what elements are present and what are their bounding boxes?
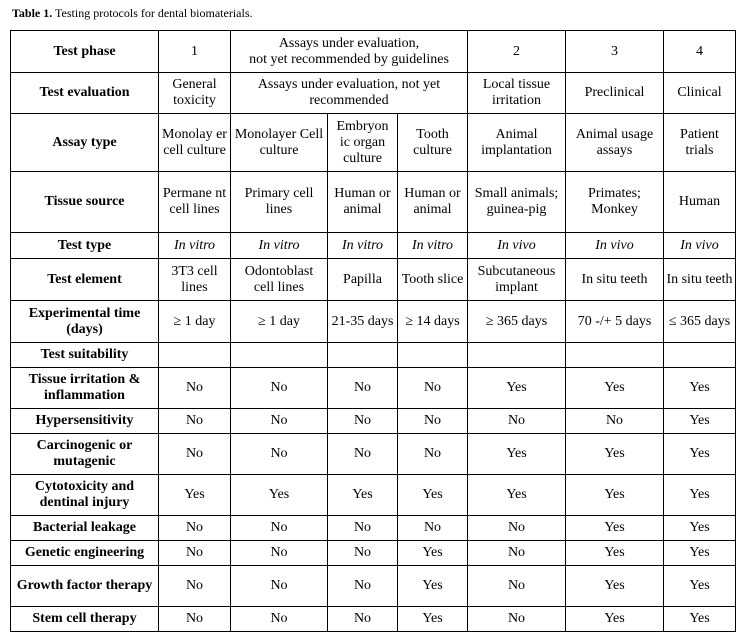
table-cell: 70 -/+ 5 days: [566, 301, 664, 343]
table-cell: Tooth culture: [398, 114, 468, 172]
table-cell: Yes: [566, 607, 664, 632]
table-cell: ≥ 14 days: [398, 301, 468, 343]
table-cell: Embryon ic organ culture: [328, 114, 398, 172]
table-cell: Yes: [664, 541, 736, 566]
table-cell: In vivo: [566, 233, 664, 259]
table-cell: Yes: [468, 475, 566, 516]
table-cell: Yes: [664, 607, 736, 632]
table-cell: No: [566, 409, 664, 434]
table-cell: Yes: [664, 516, 736, 541]
table-cell: No: [159, 541, 231, 566]
table-cell: Yes: [398, 566, 468, 607]
row-header: Growth factor therapy: [11, 566, 159, 607]
table-cell: Clinical: [664, 73, 736, 114]
table-cell: No: [231, 566, 328, 607]
row-header: Test type: [11, 233, 159, 259]
table-cell: No: [468, 541, 566, 566]
table-cell: No: [159, 516, 231, 541]
table-caption: [12, 6, 253, 21]
row-test-element: [11, 259, 736, 301]
table-cell: 4: [664, 31, 736, 73]
table-cell: Preclinical: [566, 73, 664, 114]
table-cell: Yes: [159, 475, 231, 516]
table-cell: No: [231, 368, 328, 409]
table-cell: 21-35 days: [328, 301, 398, 343]
table-cell: No: [231, 541, 328, 566]
row-cytotoxicity: [11, 475, 736, 516]
testing-protocols-table: [10, 30, 736, 632]
table-cell: No: [231, 434, 328, 475]
row-header: Assay type: [11, 114, 159, 172]
table-cell: Monolay er cell culture: [159, 114, 231, 172]
table-cell: 2: [468, 31, 566, 73]
table-cell: No: [398, 516, 468, 541]
table-cell: Patient trials: [664, 114, 736, 172]
table-cell: [328, 343, 398, 368]
table-cell: In vitro: [159, 233, 231, 259]
table-cell: Odontoblast cell lines: [231, 259, 328, 301]
table-cell: 3T3 cell lines: [159, 259, 231, 301]
row-tissue-source: [11, 172, 736, 233]
table-cell: No: [231, 409, 328, 434]
table-cell: In vitro: [328, 233, 398, 259]
table-cell: No: [468, 607, 566, 632]
table-cell: No: [468, 516, 566, 541]
table-cell: General toxicity: [159, 73, 231, 114]
table-cell: No: [398, 368, 468, 409]
table-cell: No: [328, 516, 398, 541]
table-cell: No: [468, 409, 566, 434]
row-header: Test evaluation: [11, 73, 159, 114]
row-header: Hypersensitivity: [11, 409, 159, 434]
table-cell: Yes: [566, 566, 664, 607]
row-bacterial: [11, 516, 736, 541]
table-cell: No: [231, 516, 328, 541]
table-cell: Yes: [664, 475, 736, 516]
row-assay-type: [11, 114, 736, 172]
table-cell: Yes: [566, 368, 664, 409]
table-cell: No: [328, 434, 398, 475]
table-cell: No: [328, 409, 398, 434]
row-header: Stem cell therapy: [11, 607, 159, 632]
table-cell: [231, 343, 328, 368]
table-cell: No: [159, 434, 231, 475]
table-cell: Animal usage assays: [566, 114, 664, 172]
table-cell: Yes: [664, 566, 736, 607]
table-cell: No: [328, 541, 398, 566]
table-cell: Yes: [328, 475, 398, 516]
table-cell: Human or animal: [328, 172, 398, 233]
table-cell: Human: [664, 172, 736, 233]
table-cell: Yes: [398, 607, 468, 632]
table-cell: 3: [566, 31, 664, 73]
table-cell: Assays under evaluation, not yet recommended: [231, 73, 468, 114]
table-cell: Monolayer Cell culture: [231, 114, 328, 172]
row-experimental-time: [11, 301, 736, 343]
table-cell: Yes: [231, 475, 328, 516]
row-test-evaluation: [11, 73, 736, 114]
table-cell: Primary cell lines: [231, 172, 328, 233]
table-cell: Yes: [566, 434, 664, 475]
table-cell: Small animals; guinea-pig: [468, 172, 566, 233]
row-header: Tissue source: [11, 172, 159, 233]
table-cell: Yes: [398, 475, 468, 516]
table-cell: No: [159, 607, 231, 632]
table-cell: [566, 343, 664, 368]
table-cell: Yes: [664, 368, 736, 409]
row-carcinogenic: [11, 434, 736, 475]
row-hypersensitivity: [11, 409, 736, 434]
table-cell: Yes: [664, 409, 736, 434]
row-suitability: [11, 343, 736, 368]
table-cell: Permane nt cell lines: [159, 172, 231, 233]
table-cell: No: [398, 409, 468, 434]
row-genetic: [11, 541, 736, 566]
table-cell: Local tissue irritation: [468, 73, 566, 114]
table-cell: In situ teeth: [664, 259, 736, 301]
table-cell: ≤ 365 days: [664, 301, 736, 343]
row-header: Test phase: [11, 31, 159, 73]
table-cell: [398, 343, 468, 368]
table-cell: No: [328, 368, 398, 409]
table-cell: [664, 343, 736, 368]
row-header: Cytotoxicity and dentinal injury: [11, 475, 159, 516]
table-cell: Tooth slice: [398, 259, 468, 301]
row-test-type: [11, 233, 736, 259]
table-cell: No: [328, 566, 398, 607]
table-cell: Subcutaneous implant: [468, 259, 566, 301]
table-cell: ≥ 1 day: [159, 301, 231, 343]
table-cell: ≥ 365 days: [468, 301, 566, 343]
row-growth-factor: [11, 566, 736, 607]
table-cell: No: [159, 409, 231, 434]
row-header: Tissue irritation & inflammation: [11, 368, 159, 409]
table-cell: 1: [159, 31, 231, 73]
row-header: Genetic engineering: [11, 541, 159, 566]
table-cell: In vitro: [231, 233, 328, 259]
table-caption-text: Testing protocols for dental biomaterials.: [55, 6, 253, 20]
table-cell: Yes: [468, 368, 566, 409]
table-cell: Animal implantation: [468, 114, 566, 172]
table-cell: ≥ 1 day: [231, 301, 328, 343]
table-cell: Yes: [566, 475, 664, 516]
table-cell: In situ teeth: [566, 259, 664, 301]
table-cell: In vitro: [398, 233, 468, 259]
table-cell: Yes: [664, 434, 736, 475]
table-cell: In vivo: [664, 233, 736, 259]
table-cell: No: [398, 434, 468, 475]
table-cell: Human or animal: [398, 172, 468, 233]
table-cell: Assays under evaluation, not yet recommended by guidelines: [231, 31, 468, 73]
table-cell: [159, 343, 231, 368]
row-test-phase: [11, 31, 736, 73]
table-cell: Yes: [566, 516, 664, 541]
row-stem-cell: [11, 607, 736, 632]
row-header: Experimental time (days): [11, 301, 159, 343]
table-cell: No: [159, 368, 231, 409]
table-cell: No: [468, 566, 566, 607]
table-cell: No: [231, 607, 328, 632]
row-header: Carcinogenic or mutagenic: [11, 434, 159, 475]
table-cell: Yes: [398, 541, 468, 566]
row-header: Bacterial leakage: [11, 516, 159, 541]
table-cell: No: [159, 566, 231, 607]
table-cell: Papilla: [328, 259, 398, 301]
table-cell: Yes: [468, 434, 566, 475]
table-cell: [468, 343, 566, 368]
table-cell: No: [328, 607, 398, 632]
table-cell: In vivo: [468, 233, 566, 259]
row-header: Test element: [11, 259, 159, 301]
table-cell: Primates; Monkey: [566, 172, 664, 233]
row-irritation: [11, 368, 736, 409]
row-header: Test suitability: [11, 343, 159, 368]
table-cell: Yes: [566, 541, 664, 566]
table-caption-label: Table 1.: [12, 6, 53, 20]
